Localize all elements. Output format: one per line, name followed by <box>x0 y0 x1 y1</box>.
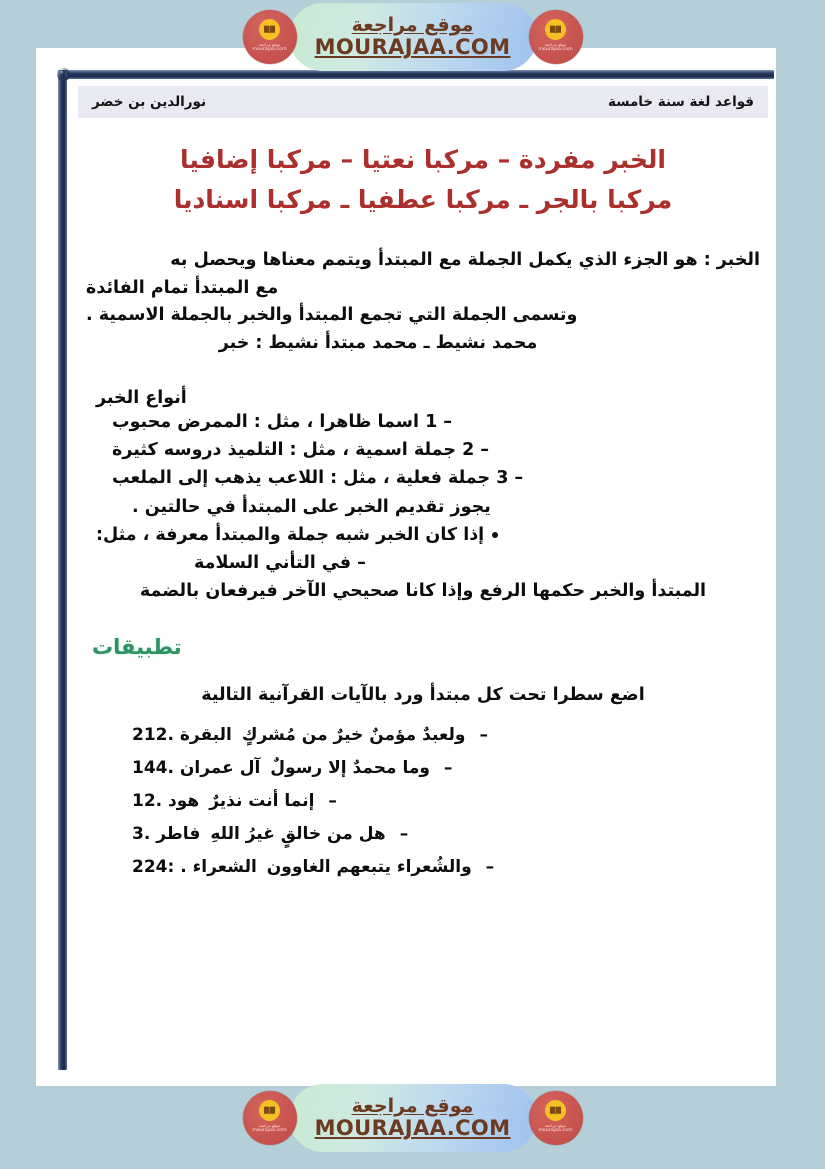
types-section <box>78 388 768 605</box>
watermark-pill-bottom <box>289 1084 537 1152</box>
list-dash: – <box>485 857 495 878</box>
page-frame-top-bar <box>62 70 774 79</box>
types-item-text: 3 جملة فعلية ، مثل : اللاعب يذهب إلى الملعب <box>112 468 509 489</box>
verse-number: 224: . <box>132 857 187 878</box>
types-heading: أنواع الخبر <box>96 387 187 408</box>
verse-text: إنما أنت نذيرٌ <box>209 790 315 811</box>
definition-section <box>78 247 768 358</box>
list-dash: – <box>480 439 489 460</box>
watermark-banner-bottom <box>0 1081 825 1155</box>
verse-number: 3. <box>132 824 151 845</box>
logo-caption-right <box>532 1123 580 1134</box>
definition-example: محمد نشيط ـ محمد مبتدأ نشيط : خبر <box>218 332 538 353</box>
rule-example-1: – في التأني السلامة <box>194 552 366 573</box>
header-author-label: نورالدين بن خضر <box>92 94 207 110</box>
verse-text: والشُعراء يتبعهم الغاوون <box>266 857 472 878</box>
definition-line-2: مع المبتدأ تمام الفائدة <box>86 277 279 298</box>
logo-caption-arabic: موقع مراجعة <box>258 42 281 48</box>
worksheet-content <box>78 86 768 1066</box>
mourajaa-logo-left <box>243 1091 297 1145</box>
verse-list-item <box>86 752 760 785</box>
lesson-title-line-2: مركبا بالجر ـ مركبا عطفيا ـ مركبا اسناديا <box>173 184 673 214</box>
book-icon <box>259 1100 280 1121</box>
verse-text: وما محمدٌ إلا رسولٌ <box>270 757 430 778</box>
book-icon <box>259 19 280 40</box>
verse-list-item <box>86 785 760 818</box>
lesson-title <box>78 140 768 219</box>
applications-heading: تطبيقات <box>92 634 182 659</box>
logo-caption-arabic: موقع مراجعة <box>258 1123 281 1129</box>
verse-text: هل من خالقٍ غيرُ اللهِ <box>210 824 386 845</box>
watermark-domain-bottom: MOURAJAA.COM <box>314 1116 511 1141</box>
definition-line-1: الخبر : هو الجزء الذي يكمل الجملة مع المبتدأ ويتمم معناها ويحصل به <box>170 250 760 270</box>
quranic-verse-list <box>78 719 768 885</box>
list-dash: – <box>479 724 488 745</box>
logo-caption-domain: mourajaa.com <box>252 47 287 53</box>
verse-list-item <box>86 719 760 752</box>
verse-surah: هود <box>168 790 200 811</box>
list-dash: – <box>328 790 337 811</box>
verse-number: 212. <box>132 724 174 745</box>
verse-text: ولعبدٌ مؤمنٌ خيرٌ من مُشركٍ <box>241 724 466 745</box>
logo-caption-left <box>246 1123 294 1134</box>
definition-line-3: وتسمى الجملة التي تجمع المبتدأ والخبر بالجملة الاسمية . <box>86 305 578 326</box>
list-dash: – <box>443 411 453 432</box>
exercise-instruction: اضع سطرا تحت كل مبتدأ ورد بالآيات القرآنية التالية <box>201 684 645 705</box>
worksheet-page <box>36 48 776 1086</box>
verse-surah: الشعراء <box>192 857 257 878</box>
list-dash: – <box>443 757 453 778</box>
rule-line-1: يجوز تقديم الخبر على المبتدأ في حالتين . <box>132 496 491 517</box>
logo-caption-domain: mourajaa.com <box>538 1128 573 1134</box>
watermark-domain-top: MOURAJAA.COM <box>314 35 511 60</box>
rule-closing-line: المبتدأ والخبر حكمها الرفع وإذا كانا صحيحي الآخر فيرفعان بالضمة <box>139 580 707 601</box>
verse-surah: فاطر <box>156 824 201 845</box>
watermark-arabic-bottom: موقع مراجعة <box>351 1094 474 1117</box>
types-item-text: 1 اسما ظاهرا ، مثل : الممرض محبوب <box>112 411 438 432</box>
verse-surah: آل عمران <box>179 757 261 778</box>
book-icon <box>545 1100 566 1121</box>
bullet-icon <box>492 532 498 538</box>
logo-caption-domain: mourajaa.com <box>538 47 573 53</box>
logo-caption-arabic: موقع مراجعة <box>544 42 567 48</box>
verse-surah: البقرة <box>179 724 232 745</box>
logo-caption-arabic: موقع مراجعة <box>544 1123 567 1129</box>
types-item-text: 2 جملة اسمية ، مثل : التلميذ دروسه كثيرة <box>112 439 475 460</box>
types-list-item <box>86 408 760 436</box>
types-list-item <box>86 464 760 492</box>
logo-caption-domain: mourajaa.com <box>252 1128 287 1134</box>
rule-bullet-text: إذا كان الخبر شبه جملة والمبتدأ معرفة ، مثل: <box>96 524 485 545</box>
worksheet-header-band <box>78 86 768 118</box>
page-frame-corner-knob <box>57 68 70 81</box>
book-icon <box>545 19 566 40</box>
verse-list-item <box>86 851 760 884</box>
watermark-inner <box>243 1081 583 1155</box>
list-dash: – <box>399 824 409 845</box>
watermark-arabic-top: موقع مراجعة <box>351 13 474 36</box>
header-course-label: قواعد لغة سنة خامسة <box>608 94 754 110</box>
list-dash: – <box>514 468 524 489</box>
verse-list-item <box>86 818 760 851</box>
verse-number: 12. <box>132 790 163 811</box>
rule-bullet-1 <box>86 521 760 549</box>
types-list-item <box>86 436 760 464</box>
mourajaa-logo-right <box>529 1091 583 1145</box>
lesson-title-line-1: الخبر مفردة – مركبا نعتيا – مركبا إضافيا <box>180 145 666 174</box>
page-frame-left-bar <box>58 70 67 1070</box>
verse-number: 144. <box>132 757 174 778</box>
